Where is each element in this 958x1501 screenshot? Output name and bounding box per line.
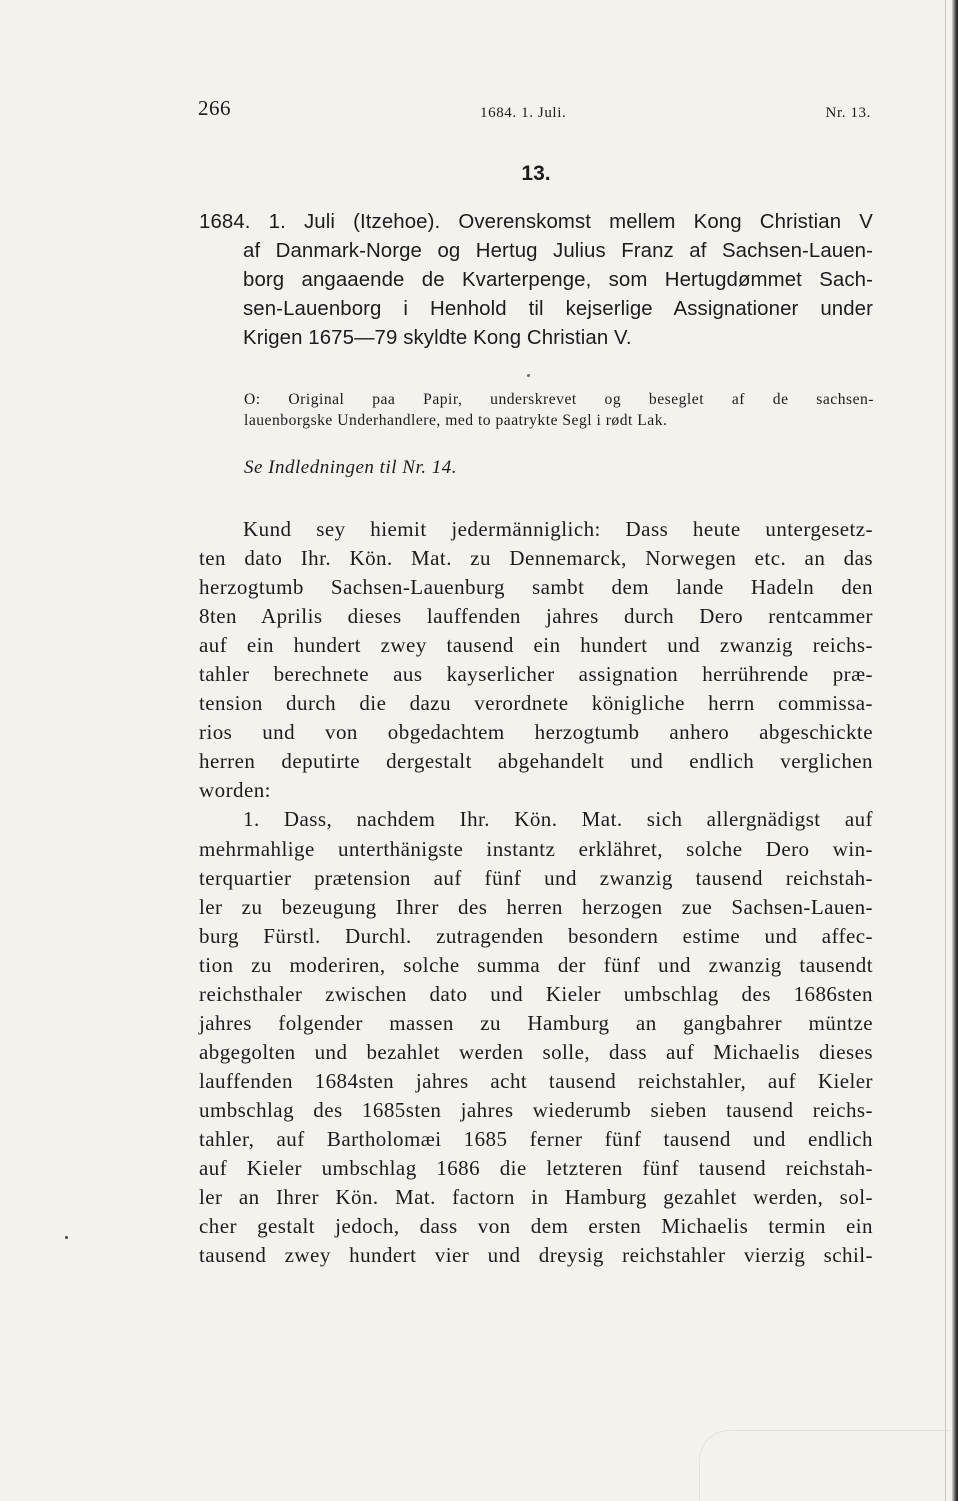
summary-line: sen-Lauenborg i Henhold til kejserlige Assignationer under (243, 298, 873, 320)
body-line: rios und von obgedachtem herzogtumb anhero abgeschickte (199, 720, 873, 745)
source-line: O: Original paa Papir, underskrevet og beseglet af de sachsen- (244, 391, 874, 408)
summary-line: Krigen 1675—79 skyldte Kong Christian V. (243, 327, 632, 349)
body-line: auf ein hundert zwey tausend ein hundert und zwanzig reichs- (199, 633, 873, 658)
body-line: jahres folgender massen zu Hamburg an gangbahrer müntze (199, 1010, 873, 1035)
body-line: 1. Dass, nachdem Ihr. Kön. Mat. sich allergnädigst auf (243, 807, 873, 832)
body-line: lauffenden 1684sten jahres acht tausend reichstahler, auf Kieler (199, 1068, 873, 1093)
body-line: burg Fürstl. Durchl. zutragenden besondern estime und affec- (199, 923, 873, 948)
source-note (244, 389, 874, 431)
page-binding-edge (952, 0, 958, 1501)
document-summary (199, 208, 873, 353)
body-line: herren deputirte dergestalt abgehandelt und endlich verglichen (199, 749, 873, 774)
summary-line: af Danmark-Norge og Hertug Julius Franz af Sachsen-Lauen- (243, 240, 873, 262)
running-head-doc-number: Nr. 13. (825, 105, 871, 121)
body-line: Kund sey hiemit jedermänniglich: Dass heute untergesetz- (243, 517, 873, 541)
cross-reference: Se Indledningen til Nr. 14. (244, 457, 457, 478)
body-line: terquartier prætension auf fünf und zwanzig tausend reichstah- (199, 865, 873, 890)
body-line: ler an Ihrer Kön. Mat. factorn in Hamburg gezahlet werden, sol- (199, 1185, 873, 1210)
body-line: tahler, auf Bartholomæi 1685 ferner fünf tausend und endlich (199, 1126, 873, 1151)
margin-mark (65, 1236, 68, 1239)
summary-line: borg angaaende de Kvarterpenge, som Hertugdømmet Sach- (243, 269, 873, 291)
body-line: ler zu bezeugung Ihrer des herren herzogen zue Sachsen-Lauen- (199, 894, 873, 919)
body-line: tahler berechnete aus kayserlicher assignation herrührende præ- (199, 662, 873, 687)
page-edge-line (945, 0, 946, 1501)
body-line: tausend zwey hundert vier und dreysig reichstahler vierzig schil- (199, 1243, 873, 1268)
body-line: ten dato Ihr. Kön. Mat. zu Dennemarck, Norwegen etc. an das (199, 546, 873, 571)
body-line: reichsthaler zwischen dato und Kieler umbschlag des 1686sten (199, 981, 873, 1006)
body-line: herzogtumb Sachsen-Lauenburg sambt dem lande Hadeln den (199, 575, 873, 600)
body-line: tension durch die dazu verordnete königliche herrn commissa- (199, 691, 873, 716)
running-head-date: 1684. 1. Juli. (480, 105, 567, 121)
page-corner-fold (699, 1430, 950, 1501)
summary-line: 1684. 1. Juli (Itzehoe). Overenskomst mellem Kong Christian V (199, 211, 873, 233)
body-line: auf Kieler umbschlag 1686 die letzteren fünf tausend reichstah- (199, 1156, 873, 1181)
document-number-heading: 13. (521, 162, 551, 185)
document-body (199, 515, 873, 1270)
page-number: 266 (198, 96, 231, 120)
body-line: umbschlag des 1685sten jahres wiederumb sieben tausend reichs- (199, 1097, 873, 1122)
page-header (198, 96, 873, 126)
source-line: lauenborgske Underhandlere, med to paatrykte Segl i rødt Lak. (244, 412, 668, 429)
body-line: abgegolten und bezahlet werden solle, dass auf Michaelis dieses (199, 1039, 873, 1064)
body-line: tion zu moderiren, solche summa der fünf und zwanzig tausendt (199, 952, 873, 977)
body-line: cher gestalt jedoch, dass von dem ersten Michaelis termin ein (199, 1214, 873, 1239)
body-line: worden: (199, 778, 271, 803)
body-line: 8ten Aprilis dieses lauffenden jahres durch Dero rentcammer (199, 604, 873, 629)
body-line: mehrmahlige unterthänigste instantz erklähret, solche Dero win- (199, 836, 873, 861)
separator-dot (527, 374, 530, 377)
